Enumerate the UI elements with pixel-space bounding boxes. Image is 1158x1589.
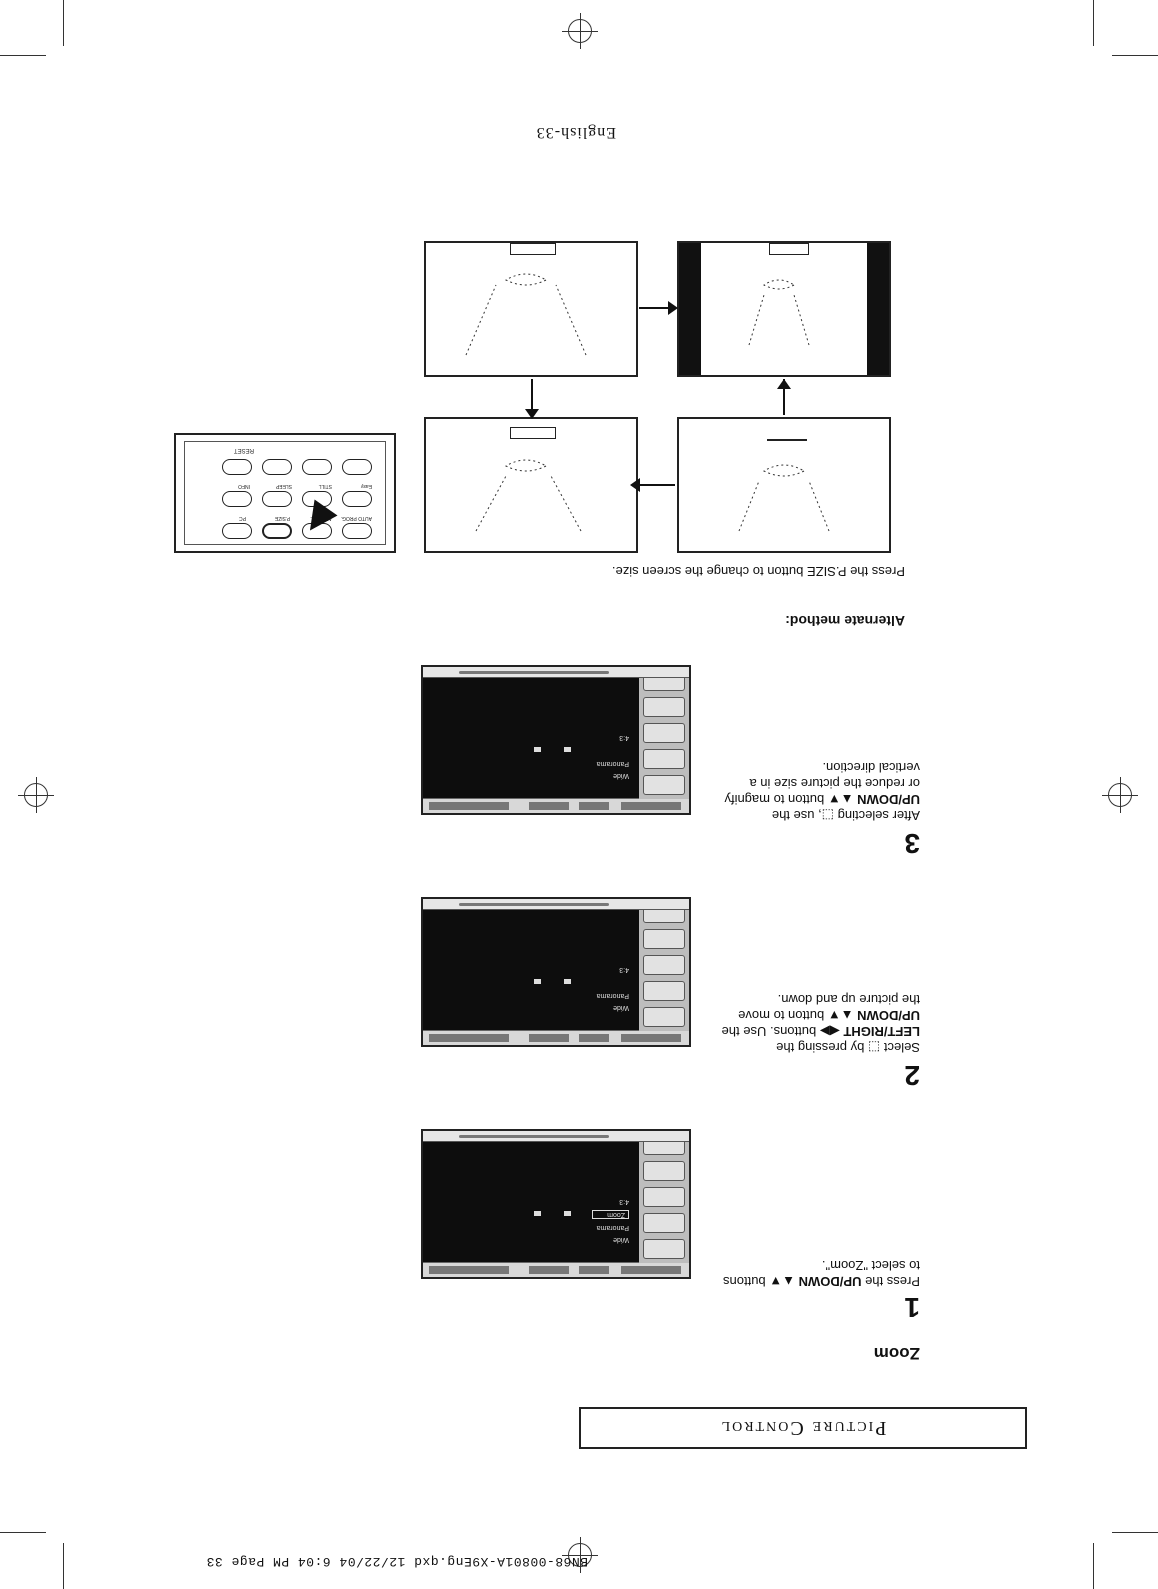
section-title-box <box>579 1407 1027 1449</box>
remote-button-label: SLEEP <box>275 483 292 489</box>
osd-bottombar <box>423 1131 689 1142</box>
remote-button <box>342 459 372 475</box>
osd-option: 4:3 <box>619 734 629 741</box>
step-number: 3 <box>904 828 920 859</box>
step-text: Select ⬚ by pressing the LEFT/RIGHT ◀▶ buttons. Use the UP/DOWN ▲▼ button to move the picture up and down. <box>721 992 920 1055</box>
registration-mark <box>562 13 598 49</box>
crop-mark <box>0 55 46 56</box>
osd-sidebar <box>639 1141 689 1263</box>
arrow-head-icon <box>525 409 539 419</box>
remote-button <box>222 523 252 539</box>
osd-option: Wide <box>613 772 629 779</box>
osd-screen <box>421 665 691 815</box>
screen-size-illustration <box>677 417 891 553</box>
osd-option: Wide <box>613 1004 629 1011</box>
osd-option: 4:3 <box>619 966 629 973</box>
osd-option: 4:3 <box>619 1198 629 1205</box>
step-text: Press the UP/DOWN ▲▼ buttons to select "Zoom". <box>723 1258 920 1289</box>
crop-mark <box>0 1532 46 1533</box>
step-number: 2 <box>904 1060 920 1091</box>
osd-screen <box>421 1129 691 1279</box>
section-title: Picture Control <box>719 1417 887 1440</box>
screen-size-illustration <box>424 417 638 553</box>
osd-screen <box>421 897 691 1047</box>
registration-mark <box>1102 777 1138 813</box>
osd-option: Panorama <box>596 760 629 767</box>
remote-control-illustration <box>174 433 396 553</box>
step-number: 1 <box>904 1292 920 1323</box>
osd-marker <box>564 747 571 752</box>
registration-mark <box>18 777 54 813</box>
remote-button <box>262 491 292 507</box>
remote-button <box>262 459 292 475</box>
osd-option: Panorama <box>596 1224 629 1231</box>
alternate-method-text: Press the P.SIZE button to change the screen size. <box>611 564 905 579</box>
osd-marker <box>534 747 541 752</box>
osd-marker <box>534 1211 541 1216</box>
arrow-head-icon <box>630 478 640 492</box>
figure-sketch <box>679 243 889 375</box>
osd-option: Panorama <box>596 992 629 999</box>
remote-reset-label: RESET <box>233 447 254 453</box>
remote-button-label: P.SIZE <box>274 515 290 521</box>
page-number: English-33 <box>535 124 616 141</box>
crop-mark <box>1112 1532 1158 1533</box>
figure-sketch <box>426 243 636 375</box>
crop-mark <box>63 1543 64 1589</box>
screen-size-illustration <box>424 241 638 377</box>
remote-button-label: PC <box>239 515 246 521</box>
remote-button <box>222 459 252 475</box>
step-text: After selecting ⬚, use the UP/DOWN ▲▼ button to magnify or reduce the picture size in a vertical direction. <box>724 760 920 823</box>
arrow <box>639 484 675 486</box>
print-slug: BN68-00801A-X9Eng.qxd 12/22/04 6:04 PM Page 33 <box>206 1554 588 1569</box>
arrow-head-icon <box>777 379 791 389</box>
remote-button-psize <box>262 523 292 539</box>
remote-button-label: ADD/DEL <box>310 515 332 521</box>
crop-mark <box>1093 1543 1094 1589</box>
osd-marker <box>564 1211 571 1216</box>
remote-button <box>302 459 332 475</box>
osd-option: Wide <box>613 1236 629 1243</box>
alternate-method-heading: Alternate method: <box>785 613 905 629</box>
remote-button <box>222 491 252 507</box>
remote-button-label: INFO <box>238 483 250 489</box>
remote-button-label: Easy <box>360 483 372 489</box>
screen-size-illustration <box>677 241 891 377</box>
osd-marker <box>564 979 571 984</box>
remote-button <box>342 523 372 539</box>
zoom-heading: Zoom <box>873 1344 920 1363</box>
arrow-head-icon <box>668 301 678 315</box>
remote-button-label: STILL <box>318 483 332 489</box>
remote-button <box>342 491 372 507</box>
osd-marker <box>534 979 541 984</box>
crop-mark <box>1112 55 1158 56</box>
figure-sketch <box>426 419 636 551</box>
figure-sketch <box>679 419 889 551</box>
remote-button-label: AUTO PROG. <box>340 515 372 521</box>
crop-mark <box>1093 0 1094 46</box>
crop-mark <box>63 0 64 46</box>
osd-menubar <box>423 1262 689 1277</box>
osd-option-selected: Zoom <box>592 1210 629 1219</box>
